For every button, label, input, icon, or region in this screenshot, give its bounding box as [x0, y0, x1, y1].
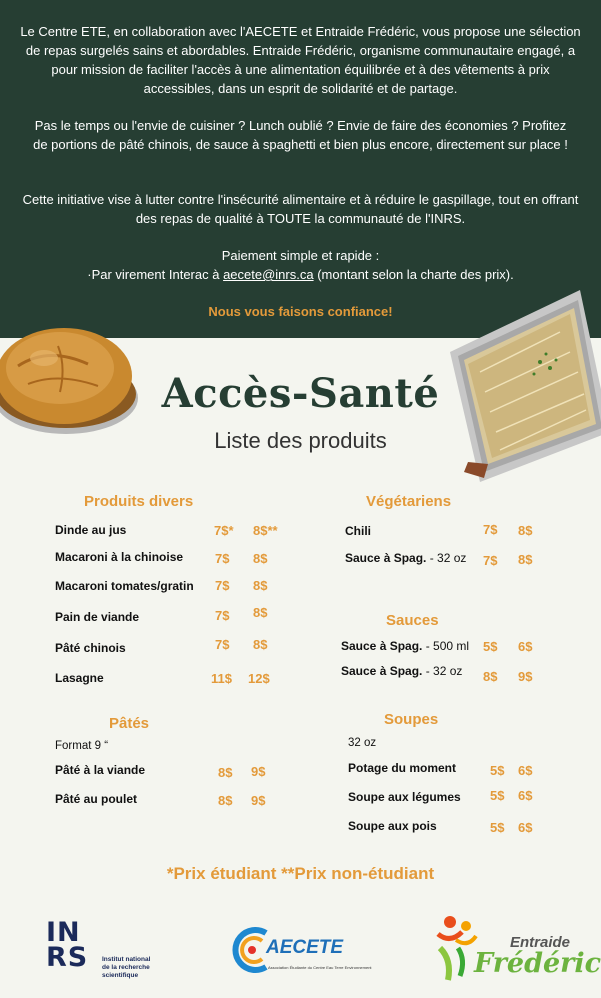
item-price-other: 8$: [253, 637, 268, 652]
item-price-other: 6$: [518, 763, 533, 778]
item-detail: - 500 ml: [422, 639, 470, 653]
section-title-vegetariens: Végétariens: [366, 493, 452, 510]
section-title-divers: Produits divers: [84, 493, 194, 510]
item-name: Soupe aux pois: [348, 819, 437, 833]
item-detail: - 32 oz: [426, 551, 467, 565]
item-name: Pâté chinois: [55, 641, 126, 655]
item-detail: - 32 oz: [422, 664, 463, 678]
item-name: Soupe aux légumes: [348, 790, 461, 804]
item-name: Pâté à la viande: [55, 763, 146, 777]
item-price-other: 8$: [253, 605, 268, 620]
item-name: Macaroni à la chinoise: [55, 550, 184, 564]
price-legend: *Prix étudiant **Prix non-étudiant: [166, 864, 435, 883]
item-name: Macaroni tomates/gratin: [55, 579, 194, 593]
aecete-wordmark: AECETE: [266, 937, 344, 958]
section-title-pates: Pâtés: [109, 715, 150, 732]
item-price-student: 7$: [215, 578, 230, 593]
item-price-other: 8$: [253, 551, 268, 566]
item-name: Lasagne: [55, 671, 104, 685]
payment-prefix: ·Par virement Interac à: [87, 267, 224, 282]
item-name-sauce: [341, 639, 469, 653]
item-price-student: 7$*: [214, 523, 234, 538]
soupes-format: 32 oz: [348, 737, 377, 749]
entraide-wordmark: Entraide: [510, 934, 571, 951]
item-price-other: 8$: [518, 552, 533, 567]
frederic-wordmark: Frédéric: [474, 948, 601, 979]
section-title-sauces: Sauces: [386, 612, 439, 629]
item-price-other: 9$: [251, 764, 266, 779]
inrs-caption: [102, 956, 150, 980]
item-name: Sauce à Spag.: [341, 639, 423, 653]
inrs-caption-line: Institut national: [102, 956, 151, 963]
item-price-other: 8$**: [253, 523, 278, 538]
item-price-student: 7$: [215, 551, 230, 566]
payment-email-link[interactable]: aecete@inrs.ca: [223, 267, 314, 282]
item-name: Pâté au poulet: [55, 792, 138, 806]
item-price-other: 9$: [251, 793, 266, 808]
item-price-student: 7$: [215, 608, 230, 623]
entraide-frederic-logo: [432, 914, 601, 986]
pates-format: Format 9 “: [55, 740, 109, 752]
item-name: Sauce à Spag.: [341, 664, 423, 678]
item-price-student: 7$: [483, 522, 498, 537]
people-figures-icon: [432, 914, 478, 982]
item-price-other: 6$: [518, 820, 533, 835]
item-price-student: 5$: [490, 788, 505, 803]
payment-suffix: (montant selon la charte des prix).: [313, 267, 514, 282]
item-name: Dinde au jus: [55, 523, 127, 537]
aecete-caption: Association Étudiante du Centre Eau Terre Environnement: [268, 965, 372, 970]
payment-title: Paiement simple et rapide :: [221, 248, 380, 263]
intro-paragraph-1: Le Centre ETE, en collaboration avec l'AECETE et Entraide Frédéric, vous propose une sélection de repas surgelés sains et abordables. Entraide Frédéric, organisme communautaire engagé, a pour mission de faciliter l'accès à une alimentation équilibrée et à des vêtements à prix accessibles, dans un esprit de solidarité et de partage.: [20, 24, 581, 96]
item-name-sauce: [341, 664, 462, 678]
intro-paragraph-3: Cette initiative vise à lutter contre l'insécurité alimentaire et à réduire le gaspillage, tout en offrant des repas de qualité à TOUTE la communauté de l'INRS.: [22, 192, 579, 226]
inrs-caption-line: scientifique: [102, 972, 139, 979]
item-price-other: 12$: [248, 671, 270, 686]
item-price-student: 8$: [218, 793, 233, 808]
item-price-other: 6$: [518, 788, 533, 803]
item-name-sauce: [345, 551, 466, 565]
item-price-other: 6$: [518, 639, 533, 654]
page-title: Accès-Santé: [161, 370, 440, 417]
aecete-logo: [232, 925, 382, 977]
item-price-student: 5$: [490, 763, 505, 778]
item-name: Chili: [345, 524, 371, 538]
item-price-other: 8$: [253, 578, 268, 593]
item-name: Sauce à Spag.: [345, 551, 427, 565]
item-name: Pain de viande: [55, 610, 140, 624]
item-price-other: 8$: [518, 523, 533, 538]
inrs-logo: [46, 918, 166, 980]
intro-paragraph-2: Pas le temps ou l'envie de cuisiner ? Lunch oublié ? Envie de faire des économies ? Profitez de portions de pâté chinois, de sauce à spaghetti et bien plus encore, directement sur place !: [33, 118, 568, 152]
item-price-student: 8$: [218, 765, 233, 780]
inrs-caption-line: de la recherche: [102, 964, 150, 971]
item-price-student: 7$: [483, 553, 498, 568]
item-price-other: 9$: [518, 669, 533, 684]
page-subtitle: Liste des produits: [214, 428, 387, 453]
section-title-soupes: Soupes: [384, 711, 439, 728]
payment-info: [20, 246, 581, 284]
inrs-wordmark: INRS: [46, 917, 89, 973]
item-price-student: 8$: [483, 669, 498, 684]
inrs-logo-text: [46, 917, 96, 973]
item-price-student: 11$: [211, 671, 232, 686]
item-name: Potage du moment: [348, 761, 457, 775]
trust-message: Nous vous faisons confiance!: [208, 304, 393, 319]
item-price-student: 7$: [215, 637, 230, 652]
item-price-student: 5$: [490, 820, 505, 835]
item-price-student: 5$: [483, 639, 498, 654]
